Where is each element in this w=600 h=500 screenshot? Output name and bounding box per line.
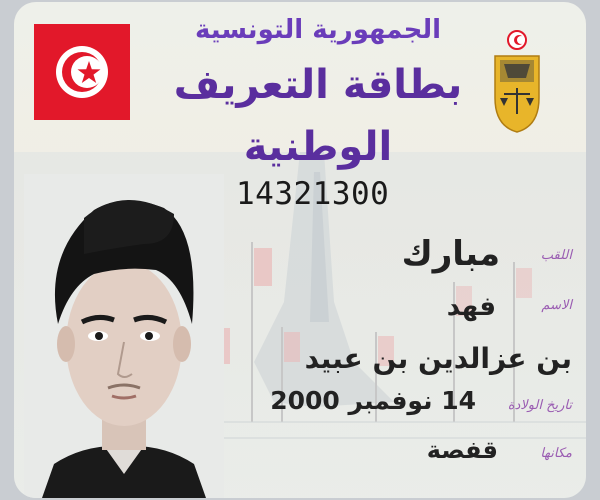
pob-label: مكانها [540, 446, 572, 461]
surname-value: مبارك [401, 234, 500, 274]
card-title: بطاقة التعريف الوطنية [173, 62, 463, 170]
national-id-card [14, 2, 586, 498]
dob-value: 14 نوفمبر 2000 [270, 386, 476, 415]
republic-heading: الجمهورية التونسية [194, 15, 442, 45]
tunisian-flag-icon [34, 24, 130, 120]
name-label: الاسم [541, 298, 572, 313]
name-value: فهد [446, 292, 496, 322]
surname-label: اللقب [540, 248, 572, 263]
dob-label: تاريخ الولادة [507, 398, 572, 413]
holder-photo [24, 174, 224, 498]
id-number: 14321300 [236, 176, 390, 212]
father-line-value: بن عزالدين بن عبيد [304, 342, 572, 375]
coat-of-arms-icon [492, 28, 542, 134]
pob-value: قفصة [426, 436, 498, 464]
